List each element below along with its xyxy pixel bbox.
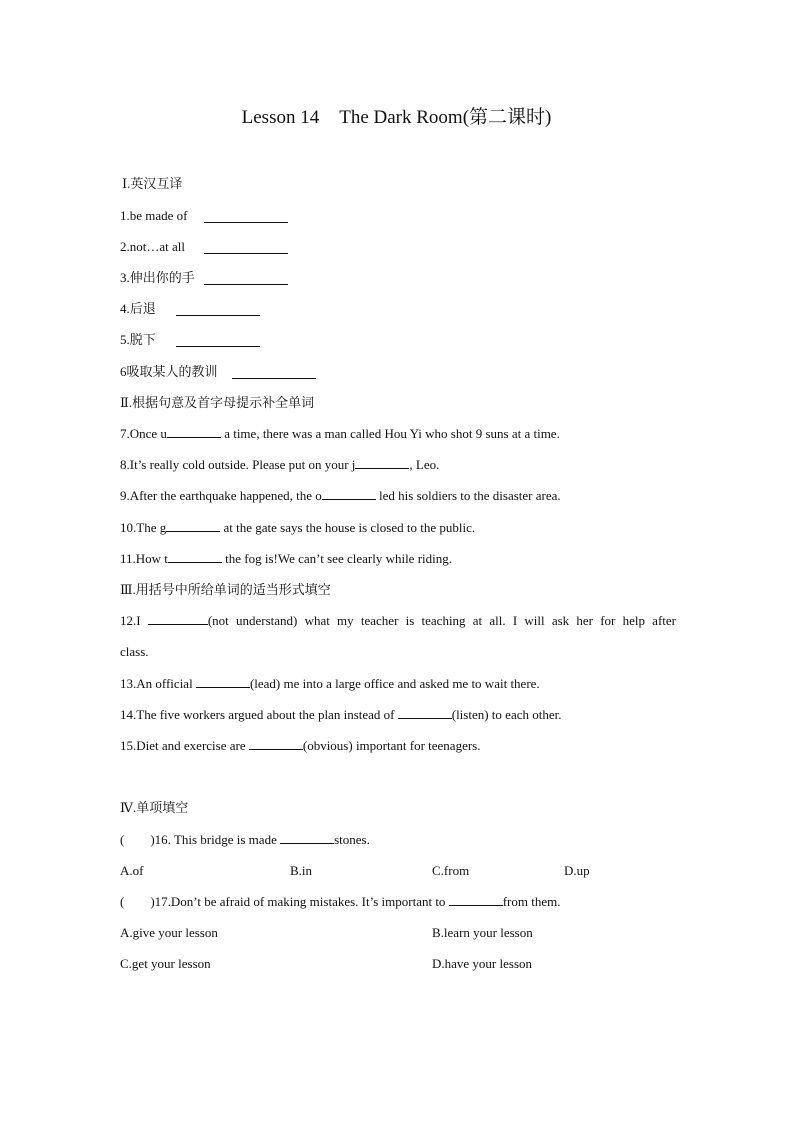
answer-blank-8[interactable] <box>355 467 409 469</box>
question-4: 4.后退 <box>120 301 156 316</box>
answer-blank-13[interactable] <box>196 686 250 688</box>
answer-blank-5[interactable] <box>176 345 260 347</box>
question-5: 5.脱下 <box>120 332 156 347</box>
option-17-a[interactable]: A.give your lesson <box>120 925 218 940</box>
answer-blank-16[interactable] <box>280 842 334 844</box>
option-16-b[interactable]: B.in <box>290 863 313 878</box>
question-1: 1.be made of <box>120 208 188 223</box>
option-16-c[interactable]: C.from <box>432 863 470 878</box>
question-10: 10.The g at the gate says the house is closed to the public. <box>120 520 476 535</box>
question-11: 11.How t the fog is!We can’t see clearly while riding. <box>120 551 453 566</box>
question-12: 12.I (not understand) what my teacher is teaching at all. I will ask her for help after <box>120 613 676 628</box>
question-12-continued: class. <box>120 644 149 659</box>
option-17-b[interactable]: B.learn your lesson <box>432 925 533 940</box>
question-3: 3.伸出你的手 <box>120 270 195 285</box>
answer-blank-11[interactable] <box>168 561 222 563</box>
answer-blank-14[interactable] <box>398 717 452 719</box>
section1-heading: Ⅰ.英汉互译 <box>122 176 183 191</box>
answer-blank-4[interactable] <box>176 314 260 316</box>
section2-heading: Ⅱ.根据句意及首字母提示补全单词 <box>120 395 315 410</box>
question-16: ( )16. This bridge is made stones. <box>120 832 370 847</box>
lesson-number: Lesson 14 <box>241 107 320 128</box>
answer-blank-7[interactable] <box>167 436 221 438</box>
option-16-a[interactable]: A.of <box>120 863 144 878</box>
question-14: 14.The five workers argued about the plan instead of (listen) to each other. <box>120 707 562 722</box>
option-17-d[interactable]: D.have your lesson <box>432 956 533 971</box>
answer-blank-12[interactable] <box>148 623 208 625</box>
lesson-name: The Dark Room(第二课时) <box>339 107 552 128</box>
question-15: 15.Diet and exercise are (obvious) important for teenagers. <box>120 738 481 753</box>
question-6: 6吸取某人的教训 <box>120 364 218 379</box>
question-7: 7.Once u a time, there was a man called Hou Yi who shot 9 suns at a time. <box>120 426 560 441</box>
answer-blank-9[interactable] <box>322 498 376 500</box>
answer-blank-3[interactable] <box>204 283 288 285</box>
question-9: 9.After the earthquake happened, the o led his soldiers to the disaster area. <box>120 488 561 503</box>
question-13: 13.An official (lead) me into a large office and asked me to wait there. <box>120 676 540 691</box>
answer-blank-10[interactable] <box>166 530 220 532</box>
section4-heading: Ⅳ.单项填空 <box>120 800 189 815</box>
answer-blank-1[interactable] <box>204 221 288 223</box>
section3-heading: Ⅲ.用括号中所给单词的适当形式填空 <box>120 582 331 597</box>
option-16-d[interactable]: D.up <box>564 863 590 878</box>
option-17-c[interactable]: C.get your lesson <box>120 956 211 971</box>
answer-blank-2[interactable] <box>204 252 288 254</box>
page-title <box>0 106 793 130</box>
question-8: 8.It’s really cold outside. Please put on your j , Leo. <box>120 457 440 472</box>
question-2: 2.not…at all <box>120 239 185 254</box>
answer-blank-15[interactable] <box>249 748 303 750</box>
answer-blank-17[interactable] <box>449 904 503 906</box>
answer-blank-6[interactable] <box>232 377 316 379</box>
question-17: ( )17.Don’t be afraid of making mistakes. It’s important to from them. <box>120 894 561 909</box>
